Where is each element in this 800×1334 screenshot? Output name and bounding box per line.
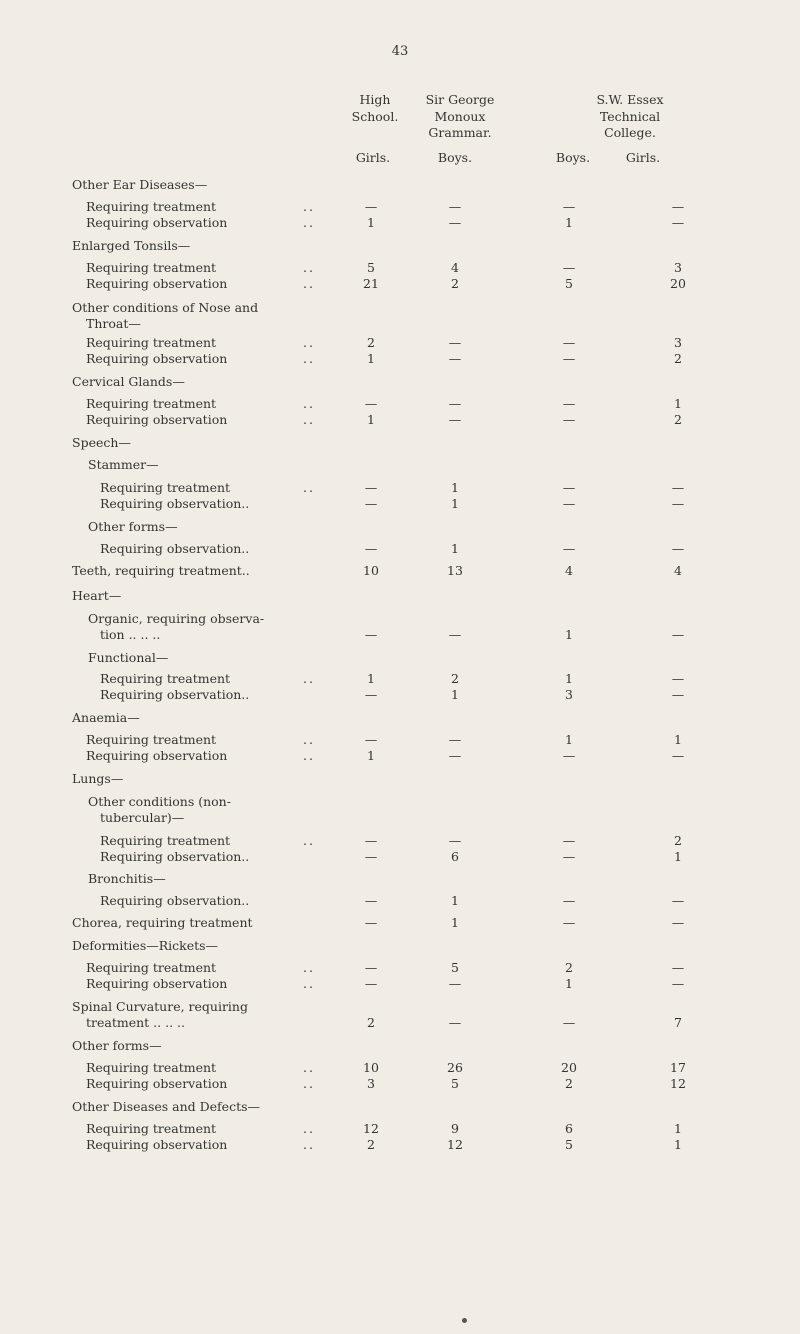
leader-dots: ..	[303, 976, 315, 991]
table-cell: 17	[670, 1060, 686, 1075]
row-label: Requiring treatment	[100, 833, 231, 848]
leader-dots: ..	[303, 833, 315, 848]
table-cell: —	[364, 199, 378, 214]
table-cell: 2	[565, 1076, 573, 1091]
leader-dots: ..	[303, 748, 315, 763]
leader-dots: ..	[303, 260, 315, 275]
table-cell: —	[562, 396, 576, 411]
table-cell: —	[364, 915, 378, 930]
table-cell: 1	[674, 1137, 682, 1152]
table-cell: —	[671, 496, 685, 511]
row-label: Bronchitis—	[88, 871, 166, 886]
table-row	[0, 496, 800, 514]
table-cell: —	[671, 976, 685, 991]
header-line: School.	[351, 108, 399, 124]
table-cell: 4	[451, 260, 459, 275]
table-cell: 1	[565, 976, 573, 991]
table-cell: 2	[565, 960, 573, 975]
table-cell: —	[671, 627, 685, 642]
table-cell: —	[364, 976, 378, 991]
table-row	[0, 893, 800, 911]
table-cell: —	[562, 335, 576, 350]
table-cell: —	[562, 849, 576, 864]
table-row	[0, 541, 800, 559]
table-cell: 1	[451, 687, 459, 702]
row-label: Other conditions of Nose and	[72, 300, 259, 315]
table-cell: 2	[674, 833, 682, 848]
table-row	[0, 1099, 800, 1117]
row-label: Requiring observation	[86, 412, 228, 427]
table-row	[0, 588, 800, 606]
subheader-girls: Girls.	[355, 150, 391, 165]
row-label: Other Diseases and Defects—	[72, 1099, 261, 1114]
leader-dots: ..	[303, 412, 315, 427]
row-label: Heart—	[72, 588, 122, 603]
row-label: Requiring observation..	[100, 893, 250, 908]
table-cell: 12	[670, 1076, 686, 1091]
row-label: Requiring treatment	[86, 335, 217, 350]
table-cell: 3	[674, 335, 682, 350]
table-cell: —	[364, 960, 378, 975]
row-label: Requiring observation..	[100, 849, 250, 864]
table-cell: 3	[367, 1076, 375, 1091]
table-row	[0, 938, 800, 956]
table-cell: 1	[674, 732, 682, 747]
table-cell: 1	[367, 748, 375, 763]
row-label: Requiring observation	[86, 748, 228, 763]
table-row	[0, 687, 800, 705]
table-cell: 5	[565, 276, 573, 291]
table-cell: 5	[451, 1076, 459, 1091]
table-row	[0, 215, 800, 233]
table-row	[0, 1038, 800, 1056]
table-cell: 5	[367, 260, 375, 275]
table-cell: 1	[565, 671, 573, 686]
table-cell: 7	[674, 1015, 682, 1030]
table-row	[0, 1137, 800, 1155]
table-row	[0, 374, 800, 392]
table-row	[0, 771, 800, 789]
leader-dots: ..	[303, 960, 315, 975]
row-label: Cervical Glands—	[72, 374, 185, 389]
table-cell: 21	[363, 276, 379, 291]
header-line: S.W. Essex	[596, 92, 664, 107]
leader-dots: ..	[303, 480, 315, 495]
row-label: Chorea, requiring treatment	[72, 915, 253, 930]
row-label: Other conditions (non-	[88, 794, 231, 809]
table-cell: —	[364, 687, 378, 702]
table-cell: 2	[367, 1137, 375, 1152]
table-cell: 1	[451, 496, 459, 511]
row-label: Anaemia—	[72, 710, 140, 725]
leader-dots: ..	[303, 276, 315, 291]
row-label: Requiring treatment	[100, 480, 231, 495]
subheader-boys: Boys.	[437, 150, 473, 165]
table-cell: —	[448, 351, 462, 366]
row-label: Requiring observation..	[100, 687, 250, 702]
row-label: tubercular)—	[100, 810, 185, 825]
table-cell: 2	[367, 1015, 375, 1030]
table-cell: —	[448, 748, 462, 763]
table-cell: 6	[451, 849, 459, 864]
subheader-boys: Boys.	[555, 150, 591, 165]
header-line: Technical	[599, 108, 661, 124]
row-label: Requiring treatment	[86, 199, 217, 214]
table-cell: —	[671, 915, 685, 930]
table-cell: —	[364, 732, 378, 747]
table-cell: 10	[363, 1060, 379, 1075]
table-cell: 1	[451, 915, 459, 930]
leader-dots: ..	[303, 671, 315, 686]
leader-dots: ..	[303, 1137, 315, 1152]
row-label: Spinal Curvature, requiring	[72, 999, 248, 1014]
row-label: Organic, requiring observa-	[88, 611, 265, 626]
row-label: Speech—	[72, 435, 131, 450]
table-row	[0, 650, 800, 668]
row-label: treatment .. .. ..	[86, 1015, 185, 1030]
row-label: Requiring treatment	[86, 1121, 217, 1136]
table-cell: —	[562, 748, 576, 763]
table-cell: —	[671, 671, 685, 686]
table-cell: 10	[363, 563, 379, 578]
table-cell: 1	[674, 1121, 682, 1136]
header-line: Monoux	[434, 108, 486, 124]
table-cell: 1	[451, 893, 459, 908]
row-label: Requiring observation	[86, 276, 228, 291]
table-cell: —	[364, 480, 378, 495]
row-label: Requiring observation	[86, 1076, 228, 1091]
table-row	[0, 457, 800, 475]
ink-dot	[462, 1318, 467, 1323]
table-cell: 1	[565, 627, 573, 642]
table-cell: —	[671, 687, 685, 702]
row-label: Requiring treatment	[100, 671, 231, 686]
table-cell: —	[448, 732, 462, 747]
row-label: Other Ear Diseases—	[72, 177, 208, 192]
table-cell: —	[364, 496, 378, 511]
table-cell: —	[448, 396, 462, 411]
table-cell: 4	[674, 563, 682, 578]
table-cell: 1	[451, 541, 459, 556]
row-label: Requiring observation	[86, 1137, 228, 1152]
table-cell: —	[364, 833, 378, 848]
table-cell: —	[562, 480, 576, 495]
table-row	[0, 519, 800, 537]
table-row	[0, 915, 800, 933]
table-row	[0, 627, 800, 645]
row-label: Deformities—Rickets—	[72, 938, 219, 953]
leader-dots: ..	[303, 351, 315, 366]
table-cell: —	[562, 915, 576, 930]
table-cell: —	[562, 199, 576, 214]
table-cell: 2	[451, 671, 459, 686]
row-label: tion .. .. ..	[100, 627, 161, 642]
row-label: Requiring observation	[86, 215, 228, 230]
table-cell: 26	[447, 1060, 463, 1075]
row-label: Requiring treatment	[86, 732, 217, 747]
table-row	[0, 871, 800, 889]
table-cell: 1	[367, 671, 375, 686]
table-row	[0, 563, 800, 581]
column-header-monoux	[415, 92, 505, 142]
leader-dots: ..	[303, 1060, 315, 1075]
row-label: Requiring observation..	[100, 541, 250, 556]
table-cell: —	[562, 412, 576, 427]
table-row	[0, 276, 800, 294]
table-cell: 9	[451, 1121, 459, 1136]
table-cell: 2	[451, 276, 459, 291]
header-line: High	[359, 92, 391, 107]
table-cell: 3	[565, 687, 573, 702]
table-row	[0, 351, 800, 369]
table-cell: —	[448, 627, 462, 642]
row-label: Requiring treatment	[86, 260, 217, 275]
table-cell: 2	[674, 412, 682, 427]
table-cell: —	[562, 351, 576, 366]
table-cell: —	[448, 335, 462, 350]
table-cell: —	[364, 627, 378, 642]
table-cell: —	[448, 412, 462, 427]
table-cell: —	[562, 893, 576, 908]
table-cell: —	[562, 541, 576, 556]
table-cell: 20	[561, 1060, 577, 1075]
row-label: Requiring treatment	[86, 960, 217, 975]
table-cell: —	[671, 893, 685, 908]
table-cell: —	[364, 893, 378, 908]
table-cell: —	[562, 833, 576, 848]
leader-dots: ..	[303, 396, 315, 411]
table-row	[0, 1076, 800, 1094]
table-cell: 5	[565, 1137, 573, 1152]
table-row	[0, 748, 800, 766]
row-label: Requiring observation..	[100, 496, 250, 511]
table-cell: —	[448, 976, 462, 991]
table-cell: —	[671, 215, 685, 230]
row-label: Throat—	[86, 316, 141, 331]
row-label: Other forms—	[88, 519, 178, 534]
row-label: Teeth, requiring treatment..	[72, 563, 250, 578]
row-label: Requiring treatment	[86, 396, 217, 411]
row-label: Requiring observation	[86, 351, 228, 366]
table-cell: 1	[367, 351, 375, 366]
table-cell: 4	[565, 563, 573, 578]
table-cell: 1	[565, 732, 573, 747]
header-line: Sir George	[425, 92, 495, 107]
column-header-high-school	[345, 92, 405, 125]
table-cell: —	[562, 496, 576, 511]
row-label: Other forms—	[72, 1038, 162, 1053]
subheader-girls: Girls.	[625, 150, 661, 165]
leader-dots: ..	[303, 199, 315, 214]
table-cell: —	[448, 199, 462, 214]
table-cell: 5	[451, 960, 459, 975]
row-label: Lungs—	[72, 771, 124, 786]
row-label: Requiring treatment	[86, 1060, 217, 1075]
table-row	[0, 238, 800, 256]
table-cell: —	[671, 960, 685, 975]
table-row	[0, 316, 800, 334]
table-row	[0, 976, 800, 994]
table-cell: 1	[367, 412, 375, 427]
row-label: Enlarged Tonsils—	[72, 238, 191, 253]
table-row	[0, 435, 800, 453]
row-label: Functional—	[88, 650, 169, 665]
page-number: 43	[391, 44, 409, 59]
leader-dots: ..	[303, 335, 315, 350]
table-row	[0, 849, 800, 867]
table-cell: 1	[565, 215, 573, 230]
table-row	[0, 1015, 800, 1033]
leader-dots: ..	[303, 215, 315, 230]
table-cell: —	[364, 849, 378, 864]
leader-dots: ..	[303, 1121, 315, 1136]
table-cell: 12	[363, 1121, 379, 1136]
table-row	[0, 177, 800, 195]
table-cell: 6	[565, 1121, 573, 1136]
table-cell: —	[671, 541, 685, 556]
table-cell: —	[448, 833, 462, 848]
header-line: Grammar.	[428, 125, 492, 140]
leader-dots: ..	[303, 732, 315, 747]
table-cell: —	[448, 215, 462, 230]
table-cell: 13	[447, 563, 463, 578]
table-row	[0, 412, 800, 430]
leader-dots: ..	[303, 1076, 315, 1091]
table-cell: —	[562, 260, 576, 275]
table-cell: 12	[447, 1137, 463, 1152]
table-cell: —	[671, 480, 685, 495]
table-cell: —	[364, 396, 378, 411]
table-row	[0, 710, 800, 728]
table-cell: —	[671, 199, 685, 214]
table-cell: 3	[674, 260, 682, 275]
table-cell: 1	[451, 480, 459, 495]
table-cell: 2	[674, 351, 682, 366]
row-label: Stammer—	[88, 457, 159, 472]
table-cell: 20	[670, 276, 686, 291]
table-cell: —	[671, 748, 685, 763]
row-label: Requiring observation	[86, 976, 228, 991]
table-cell: —	[562, 1015, 576, 1030]
table-cell: 1	[367, 215, 375, 230]
column-header-sw-essex	[570, 92, 690, 142]
table-cell: —	[364, 541, 378, 556]
table-cell: 1	[674, 849, 682, 864]
table-cell: 2	[367, 335, 375, 350]
header-line: College.	[604, 125, 656, 140]
table-row	[0, 810, 800, 828]
table-cell: 1	[674, 396, 682, 411]
table-cell: —	[448, 1015, 462, 1030]
